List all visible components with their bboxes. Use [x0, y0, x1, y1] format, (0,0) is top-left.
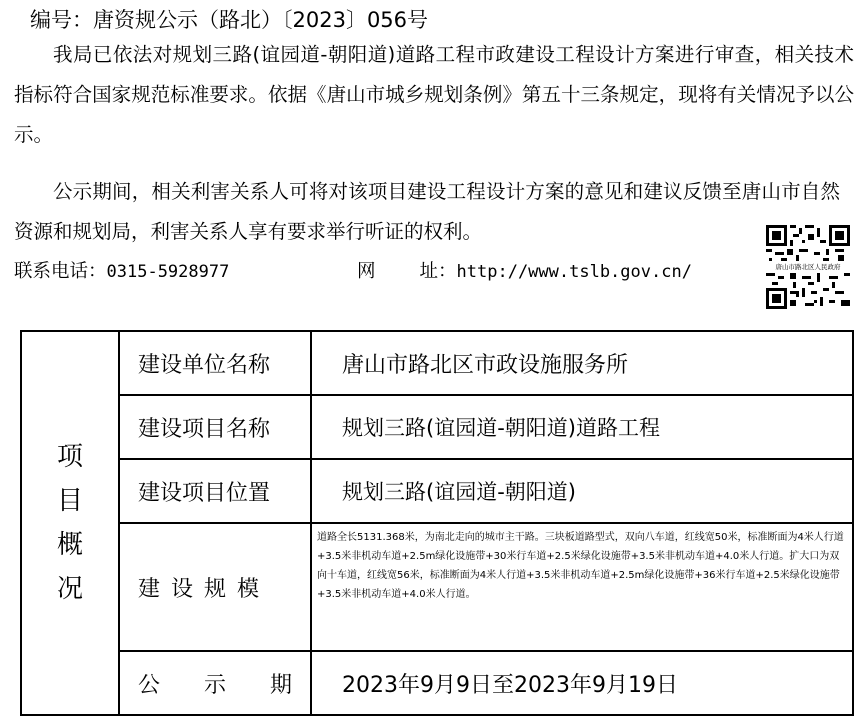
- side-label-char-3: 概: [56, 530, 83, 560]
- row-value-publicity-period: 2023年9月9日至2023年9月19日: [342, 672, 678, 698]
- website-url[interactable]: http://www.tslb.gov.cn/: [456, 262, 692, 282]
- row-value-builder: 唐山市路北区市政设施服务所: [342, 352, 629, 378]
- phone-label: 联系电话：: [14, 261, 107, 282]
- row-value-scale: 道路全长5131.368米，为南北走向的城市主干路。三块板道路型式，双向八车道，红线宽50米，标准断面为4米人行道+3.5米非机动车道+2.5m绿化设施带+30米行车道+2.5米绿化设施带+3.5米非机动车道+4.0米人行道。扩大口为双向十车道，红线宽56米，标准断面为4米人行道+3.5米非机动车道+2.5m绿化设施带+36米行车道+2.5米绿化设施带+3.5米非机动车道+4.0米人行道。: [317, 532, 844, 600]
- row-value-project-location: 规划三路(谊园道-朝阳道): [342, 480, 576, 504]
- period-label-char-2: 示: [203, 672, 226, 698]
- row-label-builder: 建设单位名称: [138, 352, 271, 378]
- website-label-1: 网: [357, 261, 376, 282]
- side-label-char-2: 目: [56, 486, 83, 516]
- document-number: 编号：唐资规公示（路北）〔2023〕056号: [30, 8, 429, 32]
- side-label-char-1: 项: [56, 442, 83, 472]
- website-label-2: 址：: [419, 261, 457, 282]
- row-value-project-name: 规划三路(谊园道-朝阳道)道路工程: [342, 416, 660, 440]
- period-label-char-1: 公: [138, 672, 161, 698]
- project-overview-label: [22, 332, 118, 714]
- row-label-scale: 建设规模: [138, 576, 271, 602]
- phone-number: 0315-5928977: [106, 262, 230, 282]
- period-label-char-3: 期: [269, 672, 292, 698]
- contact-phone: [14, 257, 229, 283]
- project-overview-table: [20, 330, 854, 716]
- row-label-publicity-period: [120, 652, 310, 714]
- qr-caption: 唐山市路北区人民政府: [766, 263, 850, 272]
- row-label-project-name: 建设项目名称: [138, 416, 271, 442]
- notice-paragraph-2: 公示期间，相关利害关系人可将对该项目建设工程设计方案的意见和建议反馈至唐山市自然资源和规划局，利害关系人享有要求举行听证的权利。: [14, 180, 840, 243]
- side-label-char-4: 况: [56, 574, 83, 604]
- contact-website: [357, 257, 692, 283]
- qr-code: [766, 225, 850, 309]
- notice-paragraph-1: 我局已依法对规划三路(谊园道-朝阳道)道路工程市政建设工程设计方案进行审查，相关技术指标符合国家规范标准要求。依据《唐山市城乡规划条例》第五十三条规定，现将有关情况予以公示。: [14, 43, 854, 146]
- row-label-project-location: 建设项目位置: [138, 480, 271, 506]
